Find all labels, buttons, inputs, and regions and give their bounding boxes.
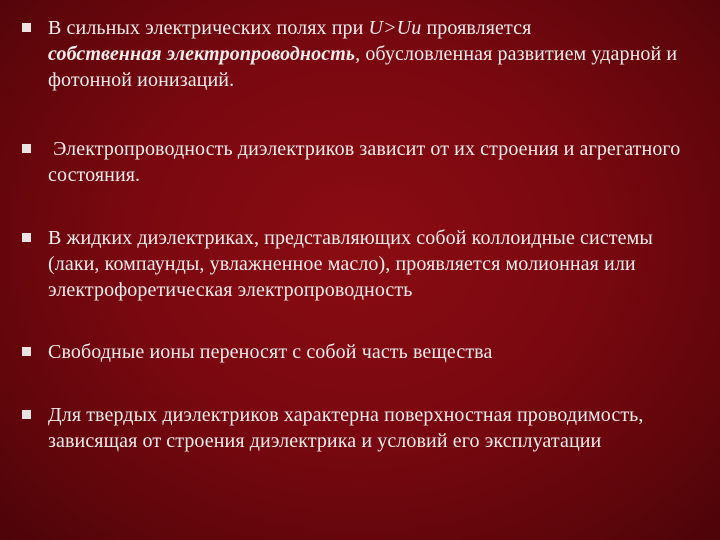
bullet-item <box>22 136 702 188</box>
emphasis-term: собственная электропроводность <box>48 43 356 65</box>
bullet-item <box>22 225 702 303</box>
bullet-text: Свободные ионы переносят с собой часть вещества <box>48 341 493 363</box>
bullet-text <box>48 15 702 93</box>
text-run: В сильных электрических полях при <box>48 17 369 39</box>
bullet-text: Для твердых диэлектриков характерна поверхностная проводимость, зависящая от строения диэлектрика и условий его эксплуатации <box>48 404 644 452</box>
bullet-text: В жидких диэлектриках, представляющих собой коллоидные системы (лаки, компаунды, увлажненное масло), проявляется молионная или электрофоретическая электропроводность <box>48 227 653 301</box>
text-run: , обусловленная развитием ударной и фотонной ионизаций. <box>48 43 678 91</box>
bullet-item <box>22 339 702 365</box>
bullet-item <box>22 402 702 454</box>
square-bullet-icon <box>22 410 31 419</box>
bullet-text: Электропроводность диэлектриков зависит от их строения и агрегатного состояния. <box>48 138 686 186</box>
bullet-item <box>22 15 702 93</box>
square-bullet-icon <box>22 233 31 242</box>
square-bullet-icon <box>22 347 31 356</box>
formula-text: U>Uи <box>368 17 422 39</box>
square-bullet-icon <box>22 144 31 153</box>
text-run: проявляется <box>421 17 532 39</box>
square-bullet-icon <box>22 23 31 32</box>
